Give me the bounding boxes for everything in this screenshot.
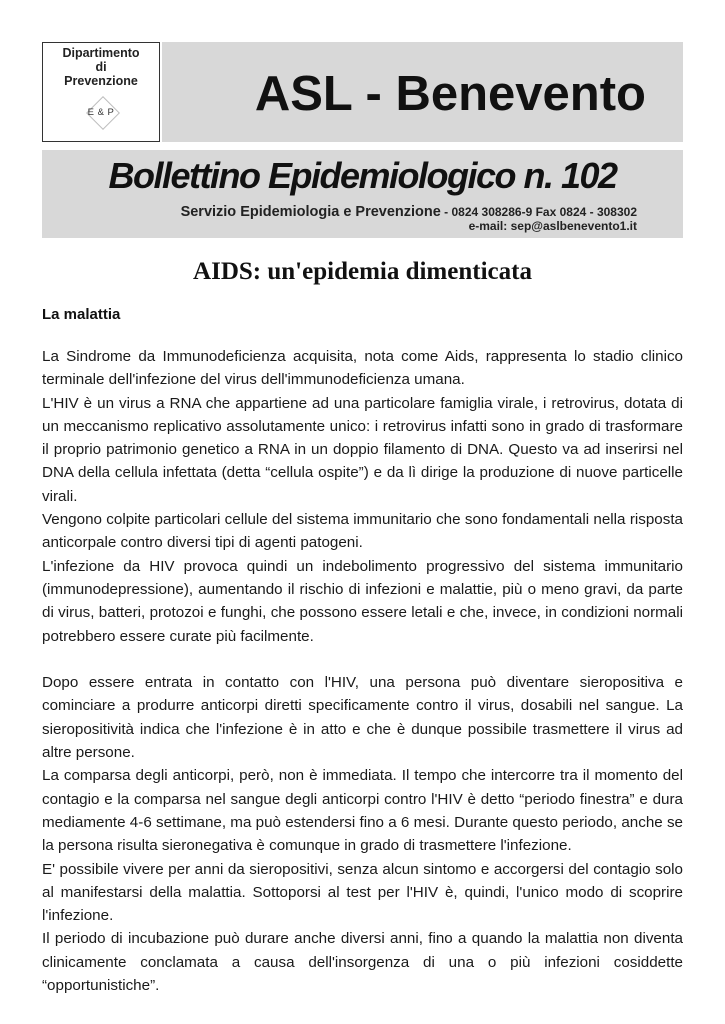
service-phone-fax: - 0824 308286-9 Fax 0824 - 308302 [440, 205, 637, 219]
department-line: Dipartimento [62, 46, 140, 60]
bulletin-title: Bollettino Epidemiologico n. 102 [108, 155, 617, 196]
bulletin-band [42, 150, 683, 238]
paragraph: L'HIV è un virus a RNA che appartiene ad una particolare famiglia virale, i retrovirus, dotata di un meccanismo replicativo assolutamente unico: i retrovirus infatti sono in grado di trasformare il proprio patrimonio genetico a RNA in un doppio filamento di DNA. Questo va ad inserirsi nel DNA della cellula infettata (detta “cellula ospite”) e da lì dirige la produzione di nuove particelle virali. [42, 394, 683, 505]
service-email: e-mail: sep@aslbenevento1.it [468, 219, 637, 233]
service-line [181, 204, 637, 220]
article-title: AIDS: un'epidemia dimenticata [193, 258, 532, 285]
paragraph: Il periodo di incubazione può durare anche diversi anni, fino a quando la malattia non diventa clinicamente conclamata a causa dell'insorgenza di una o più infezioni cosiddette “opportunistiche”. [42, 930, 683, 995]
department-logo-box [42, 42, 160, 142]
organization-title: ASL - Benevento [254, 67, 646, 121]
title-band [162, 42, 683, 142]
paragraph: Dopo essere entrata in contatto con l'HIV, una persona può diventare sieropositiva e cominciare a produrre anticorpi diretti specificamente contro il virus, dosabili nel sangue. La sieropositività indica che l'infezione è in atto e che è dunque possibile trasmettere il virus ad altre persone. [42, 674, 683, 762]
ep-logo [43, 99, 159, 133]
department-line: di [95, 60, 107, 74]
paragraph: La comparsa degli anticorpi, però, non è immediata. Il tempo che intercorre tra il momento del contagio e la comparsa nel sangue degli anticorpi contro l'HIV è detto “periodo finestra” e dura mediamente 4-6 settimane, ma può estendersi fino a 6 mesi. Durante questo periodo, anche se la persona risulta sieronegativa è comunque in grado di trasmettere l'infezione. [42, 767, 683, 855]
logo-text: E & P [87, 107, 115, 118]
paragraph: La Sindrome da Immunodeficienza acquisita, nota come Aids, rappresenta lo stadio clinico terminale dell'infezione del virus dell'immunodeficienza umana. [42, 348, 683, 389]
department-line: Prevenzione [64, 74, 138, 88]
article-body [42, 345, 683, 997]
header [42, 42, 683, 142]
section-heading: La malattia [42, 306, 121, 323]
paragraph: E' possibile vivere per anni da sieropositivi, senza alcun sintomo e accorgersi del contagio solo al manifestarsi della malattia. Sottoporsi al test per l'HIV è, quindi, l'unico modo di scoprire l'infezione. [42, 860, 683, 925]
service-name: Servizio Epidemiologia e Prevenzione [180, 204, 441, 220]
paragraph: L'infezione da HIV provoca quindi un indebolimento progressivo del sistema immunitario (immunodepressione), aumentando il rischio di infezioni e malattie, più o meno gravi, da parte di virus, batteri, protozoi e funghi, che possono essere letali e che, invece, in condizioni normali potrebbero essere curate più facilmente. [42, 557, 683, 645]
paragraph: Vengono colpite particolari cellule del sistema immunitario che sono fondamentali nella risposta anticorpale contro diversi tipi di agenti patogeni. [42, 511, 683, 552]
